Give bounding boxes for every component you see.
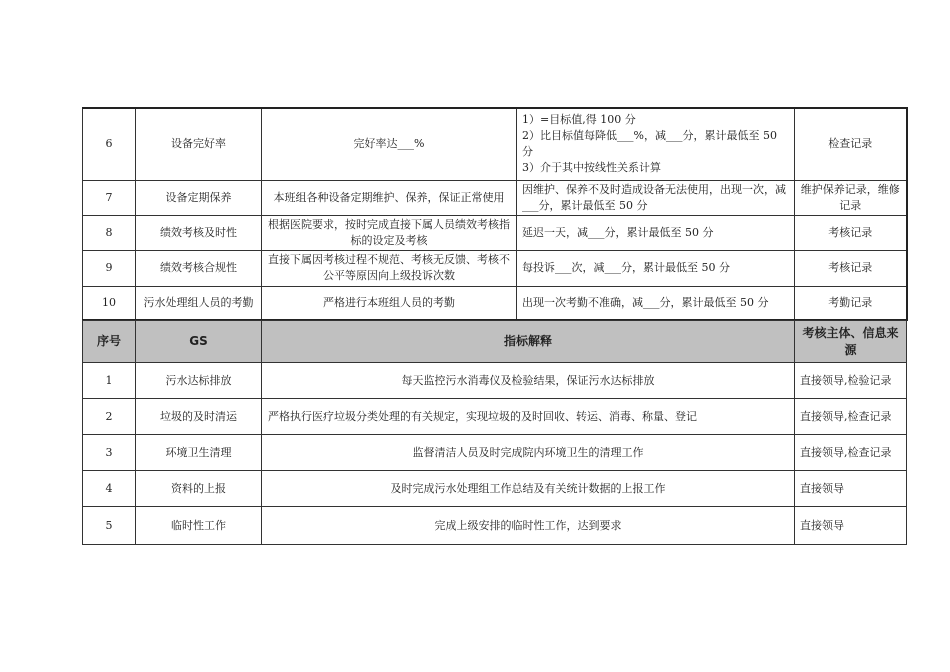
header-number: 序号 — [83, 321, 136, 363]
info-source: 直接领导 — [795, 471, 907, 507]
kpi-explanation-table — [82, 320, 907, 545]
row-number: 2 — [83, 399, 136, 435]
table-row — [83, 286, 907, 320]
gs-name: 设备完好率 — [136, 108, 262, 180]
scoring-criteria — [517, 250, 795, 286]
table-row — [83, 435, 907, 471]
info-source: 考勤记录 — [795, 286, 907, 320]
row-number: 3 — [83, 435, 136, 471]
row-number: 9 — [83, 250, 136, 286]
criteria-line: 因维护、保养不及时造成设备无法使用，出现一次，减___分，累计最低至 50 分 — [522, 182, 786, 212]
gs-name: 污水处理组人员的考勤 — [136, 286, 262, 320]
row-number: 8 — [83, 215, 136, 250]
criteria-line: 3）介于其中按线性关系计算 — [522, 161, 661, 175]
table-header-row — [83, 321, 907, 363]
row-number: 1 — [83, 363, 136, 399]
gs-definition: 完好率达___% — [262, 108, 517, 180]
gs-name: 临时性工作 — [136, 507, 262, 545]
kpi-table-continued — [82, 107, 908, 321]
row-number: 10 — [83, 286, 136, 320]
table-row — [83, 363, 907, 399]
table-row — [83, 471, 907, 507]
gs-name: 环境卫生清理 — [136, 435, 262, 471]
header-source: 考核主体、信息来源 — [795, 321, 907, 363]
table-row — [83, 180, 907, 215]
info-source: 检查记录 — [795, 108, 907, 180]
criteria-line: 出现一次考勤不准确，减___分，累计最低至 50 分 — [522, 295, 769, 309]
criteria-line: 1）=目标值,得 100 分 — [522, 113, 636, 127]
info-source: 直接领导,检查记录 — [795, 435, 907, 471]
gs-name: 绩效考核合规性 — [136, 250, 262, 286]
gs-definition: 根据医院要求，按时完成直接下属人员绩效考核指标的设定及考核 — [262, 215, 517, 250]
criteria-line: 每投诉___次，减___分，累计最低至 50 分 — [522, 261, 730, 274]
info-source: 考核记录 — [795, 250, 907, 286]
gs-explanation: 监督清洁人员及时完成院内环境卫生的清理工作 — [262, 435, 795, 471]
table-row — [83, 215, 907, 250]
row-number: 5 — [83, 507, 136, 545]
scoring-criteria — [517, 215, 795, 250]
info-source: 直接领导,检查记录 — [795, 399, 907, 435]
gs-name: 绩效考核及时性 — [136, 215, 262, 250]
criteria-line: 延迟一天，减___分，累计最低至 50 分 — [522, 225, 714, 239]
info-source: 考核记录 — [795, 215, 907, 250]
gs-name: 污水达标排放 — [136, 363, 262, 399]
gs-definition: 严格进行本班组人员的考勤 — [262, 286, 517, 320]
gs-explanation: 每天监控污水消毒仪及检验结果，保证污水达标排放 — [262, 363, 795, 399]
info-source: 直接领导 — [795, 507, 907, 545]
gs-definition: 直接下属因考核过程不规范、考核无反馈、考核不公平等原因向上级投诉次数 — [262, 250, 517, 286]
table-row — [83, 108, 907, 180]
criteria-line: 2）比目标值每降低___%，减___分，累计最低至 50 分 — [522, 129, 777, 159]
scoring-criteria — [517, 180, 795, 215]
info-source: 直接领导,检验记录 — [795, 363, 907, 399]
row-number: 6 — [83, 108, 136, 180]
header-gs: GS — [136, 321, 262, 363]
gs-name: 设备定期保养 — [136, 180, 262, 215]
table-row — [83, 399, 907, 435]
row-number: 4 — [83, 471, 136, 507]
table-row — [83, 507, 907, 545]
scoring-criteria — [517, 108, 795, 180]
gs-name: 垃圾的及时清运 — [136, 399, 262, 435]
info-source: 维护保养记录，维修记录 — [795, 180, 907, 215]
scoring-criteria — [517, 286, 795, 320]
gs-definition: 本班组各种设备定期维护、保养，保证正常使用 — [262, 180, 517, 215]
gs-explanation: 及时完成污水处理组工作总结及有关统计数据的上报工作 — [262, 471, 795, 507]
table-row — [83, 250, 907, 286]
row-number: 7 — [83, 180, 136, 215]
gs-explanation: 完成上级安排的临时性工作，达到要求 — [262, 507, 795, 545]
gs-explanation: 严格执行医疗垃圾分类处理的有关规定，实现垃圾的及时回收、转运、消毒、称量、登记 — [262, 399, 795, 435]
header-explanation: 指标解释 — [262, 321, 795, 363]
gs-name: 资料的上报 — [136, 471, 262, 507]
